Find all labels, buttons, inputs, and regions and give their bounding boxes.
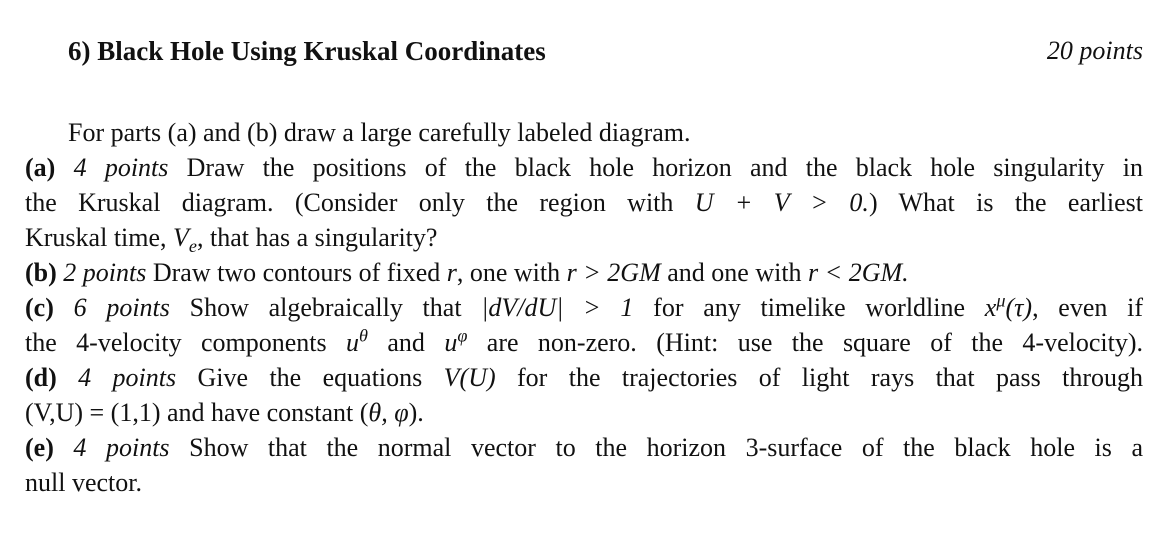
part-c-text-2c: are non-zero. (Hint: use the square of the 4-velocity). [467, 328, 1143, 357]
part-c-math-x: x [984, 293, 997, 322]
part-b-points: 2 points [63, 258, 147, 287]
part-c-math-u-phi: u [444, 328, 458, 357]
part-b-line-1 [25, 255, 1143, 290]
part-c-math-u-theta: u [346, 328, 360, 357]
problem-title: 6) Black Hole Using Kruskal Coordinates [68, 36, 546, 66]
part-a-points: 4 points [73, 153, 169, 182]
part-b-math-1: r > 2GM [566, 258, 661, 287]
part-a-math-ve-sub: e [188, 236, 197, 257]
part-b-text-b: , one with [456, 258, 567, 287]
part-c-text-c: , even if [1032, 293, 1143, 322]
part-d-text-a: Give the equations [176, 363, 444, 392]
part-c-text-2b: and [367, 328, 445, 357]
part-a-line-2 [25, 185, 1143, 220]
part-a-label: (a) [25, 153, 56, 182]
part-c-math-tau: (τ) [1005, 293, 1033, 322]
part-e-points: 4 points [73, 433, 170, 462]
problem-body [25, 115, 1143, 500]
problem-header [68, 36, 1143, 76]
part-a-line-3 [25, 220, 1143, 255]
part-c-math-theta: θ [359, 325, 368, 346]
part-e-text-a: Show that the normal vector to the horizon 3-surface of the black hole is a [169, 433, 1143, 462]
part-d-label: (d) [25, 363, 57, 392]
part-c-line-2 [25, 325, 1143, 360]
part-c-math-1: |dV/dU| > 1 [481, 293, 634, 322]
part-c-text-2a: the 4-velocity components [25, 328, 347, 357]
intro-text: For parts (a) and (b) draw a large carefully labeled diagram. [68, 118, 691, 147]
part-e-text-2: null vector. [25, 468, 142, 497]
part-e-line-1 [25, 430, 1143, 465]
part-d-math-1: V(U) [443, 363, 496, 392]
part-d-line-2 [25, 395, 1143, 430]
part-b-text-c: and one with [660, 258, 809, 287]
part-c-math-mu: μ [996, 290, 1006, 311]
part-e-line-2 [25, 465, 1143, 500]
part-a-text-3: Kruskal time, [25, 223, 174, 252]
part-c-line-1 [25, 290, 1143, 325]
part-c-label: (c) [25, 293, 54, 322]
part-b-text-a: Draw two contours of fixed [146, 258, 447, 287]
problem-points: 20 points [1046, 36, 1143, 65]
part-d-line-1 [25, 360, 1143, 395]
part-a-text-2: the Kruskal diagram. (Consider only the region with [25, 188, 695, 217]
part-c-points: 6 points [73, 293, 170, 322]
part-c-math-phi: φ [457, 325, 468, 346]
part-c-text-b: for any timelike worldline [633, 293, 985, 322]
part-b-label: (b) [25, 258, 57, 287]
part-a-text-3b: , that has a singularity? [197, 223, 438, 252]
part-a-line-1 [25, 150, 1143, 185]
part-e-label: (e) [25, 433, 54, 462]
part-b-math-r: r [446, 258, 457, 287]
part-d-text-b: for the trajectories of light rays that pass through [495, 363, 1143, 392]
part-d-math-2: θ, φ [368, 398, 409, 427]
part-b-math-2: r < 2GM. [808, 258, 909, 287]
part-c-text-a: Show algebraically that [169, 293, 482, 322]
part-d-text-2a: (V,U) = (1,1) and have constant ( [25, 398, 369, 427]
intro-line [25, 115, 1143, 150]
part-a-math-condition: U + V > 0. [694, 188, 869, 217]
part-a-text-2b: ) What is the earliest [868, 188, 1144, 217]
part-a-text-1: Draw the positions of the black hole horizon and the black hole singularity in [168, 153, 1143, 182]
part-d-points: 4 points [78, 363, 177, 392]
part-a-math-ve: V [173, 223, 189, 252]
part-d-text-2b: ). [408, 398, 424, 427]
